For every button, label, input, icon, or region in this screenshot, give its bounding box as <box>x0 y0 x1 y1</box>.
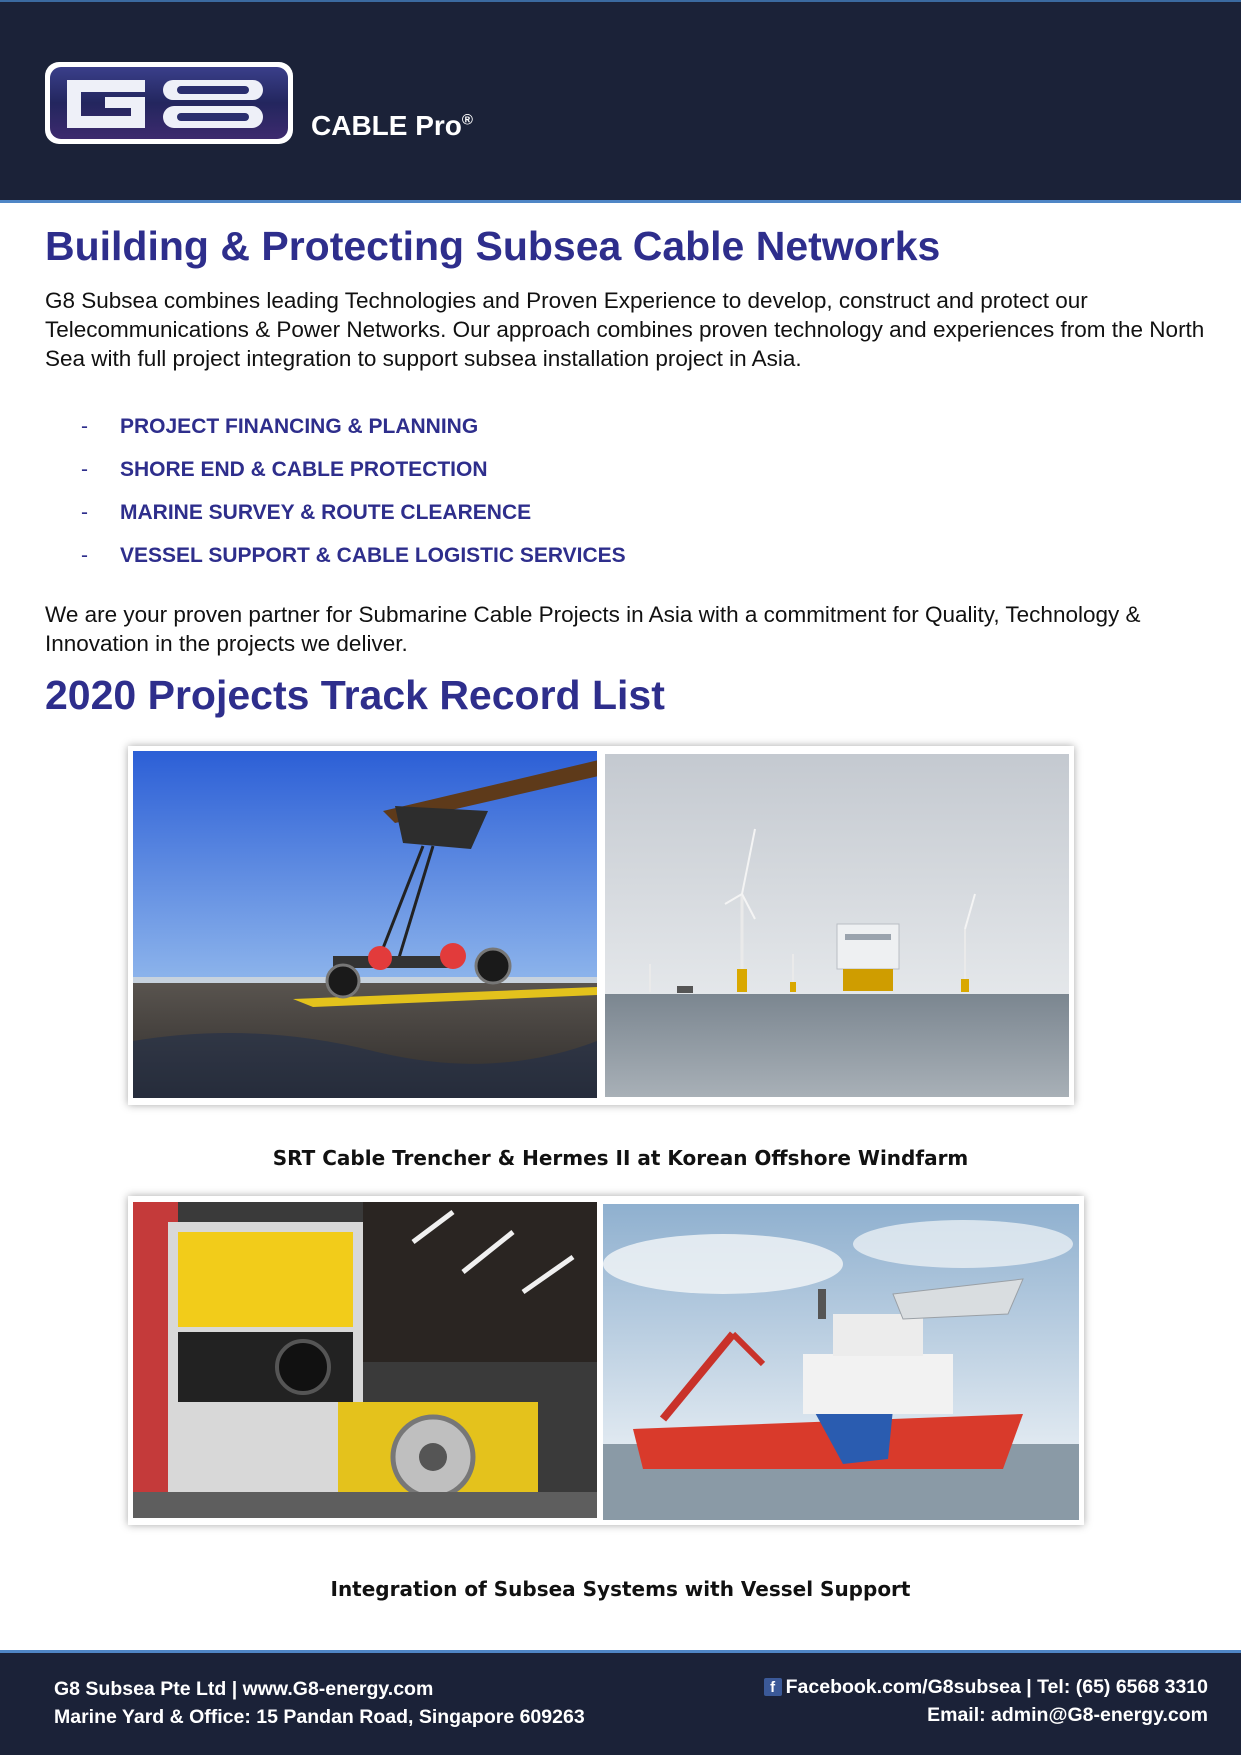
closing-paragraph: We are your proven partner for Submarine Cable Projects in Asia with a commitment for Quality, Technology & Innovation in the projects we deliver. <box>45 602 1141 656</box>
service-label: VESSEL SUPPORT & CABLE LOGISTIC SERVICES <box>120 544 626 567</box>
list-dash: - <box>81 544 88 567</box>
intro-paragraph: G8 Subsea combines leading Technologies and Proven Experience to develop, construct and protect our Telecommunications & Power Networks. Our approach combines proven technology and experiences from the North Sea with full project integration to support subsea installation project in Asia. <box>45 288 1205 371</box>
footer-social-line <box>764 1673 1208 1701</box>
trencher-photo <box>133 751 597 1098</box>
footer-social[interactable]: Facebook.com/G8subsea | Tel: (65) 6568 3310 <box>785 1676 1208 1698</box>
page-footer <box>0 1650 1241 1755</box>
section-title: 2020 Projects Track Record List <box>45 672 665 718</box>
service-label: SHORE END & CABLE PROTECTION <box>120 458 488 481</box>
footer-company-block <box>54 1675 585 1731</box>
windfarm-photo <box>605 754 1069 1097</box>
page-header <box>0 0 1241 203</box>
footer-contact-block <box>764 1673 1208 1729</box>
service-label: PROJECT FINANCING & PLANNING <box>120 415 479 438</box>
service-label: MARINE SURVEY & ROUTE CLEARENCE <box>120 501 532 524</box>
list-dash: - <box>81 458 88 481</box>
caption-top: SRT Cable Trencher & Hermes II at Korean Offshore Windfarm <box>272 1146 969 1170</box>
footer-email[interactable]: Email: admin@G8-energy.com <box>927 1704 1208 1726</box>
caption-bottom: Integration of Subsea Systems with Vessel Support <box>330 1577 911 1601</box>
product-label: CABLE Pro <box>311 110 462 141</box>
subsea-systems-photo <box>133 1202 597 1518</box>
product-name <box>311 110 473 142</box>
g8-logo <box>45 62 293 144</box>
list-dash: - <box>81 415 88 438</box>
list-dash: - <box>81 501 88 524</box>
registered-mark: ® <box>461 111 473 129</box>
vessel-photo <box>603 1204 1079 1520</box>
facebook-icon: f <box>764 1678 782 1696</box>
footer-address: Marine Yard & Office: 15 Pandan Road, Singapore 609263 <box>54 1706 585 1728</box>
page-title: Building & Protecting Subsea Cable Networks <box>45 223 941 269</box>
footer-company: G8 Subsea Pte Ltd | www.G8-energy.com <box>54 1678 434 1700</box>
